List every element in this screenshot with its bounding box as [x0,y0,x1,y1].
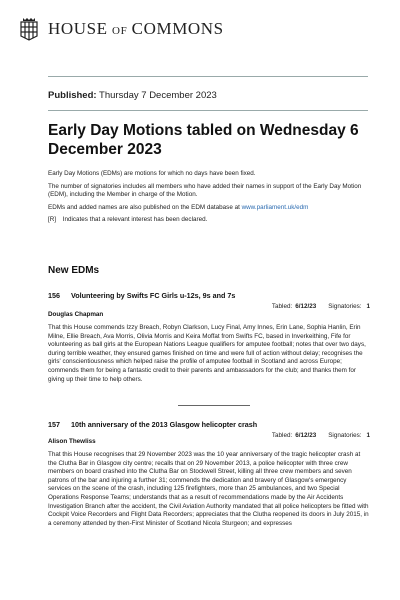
signatories-label: Signatories: [328,432,362,439]
page-title: Early Day Motions tabled on Wednesday 6 December 2023 [48,122,359,158]
signatories-label: Signatories: [328,303,362,310]
edm-heading [48,420,370,429]
tabled-label: Tabled: [271,432,293,439]
org-name [48,19,224,39]
intro-p4 [48,216,370,225]
edm-database-link[interactable]: www.parliament.uk/edm [241,203,309,211]
edm-divider [178,405,250,406]
published-line [48,90,217,101]
page-header [18,16,224,42]
published-label: Published: [48,90,97,101]
edm-text: That this House commends Izzy Breach, Robyn Clarkson, Lucy Final, Amy Innes, Erin Lane, Sophia Hanlin, Erin Milne, Ellie Breach, Ava Morris, Olivia Morris and Keira Moffat from Swifts FC, based in Inverkeithing, Fife for volunteering as ball girls at the European Nations League qualifiers for amputee football; notes that over two days, during terrible weather, they ensured games finished on time and were full of action without delay; recognises the girls' conscientiousness which helped raise the profile of amputee football in Scotland and across Europe; commends them for being a fantastic credit to their parents and ambassadors for the club; and thanks them for giving up their time to help others. [48,324,366,383]
edm-item [48,291,370,384]
edm-sponsor: Douglas Chapman [48,311,104,318]
intro-p3-text: EDMs and added names are also published on the EDM database at [48,203,240,211]
edm-meta [48,303,370,310]
tabled-date: 6/12/23 [295,303,317,310]
portcullis-icon [18,16,40,42]
published-date: Thursday 7 December 2023 [99,90,217,101]
edm-heading [48,291,370,300]
signatories-count: 1 [366,303,370,310]
intro-p2: The number of signatories includes all members who have added their names in support of the Early Day Motion (EDM), including the Member in charge of the Motion. [48,182,362,199]
edm-title: Volunteering by Swifts FC Girls u-12s, 9s and 7s [71,291,236,300]
signatories-count: 1 [366,432,370,439]
edm-number: 156 [48,291,60,300]
edm-text: That this House recognises that 29 November 2023 was the 10 year anniversary of the tragic helicopter crash at the Clutha Bar in Glasgow city centre; recalls that on 29 November 2013, a police helicopter with three crew members on board crashed into the Clutha Bar on Stockwell Street, killing all three crew members and seven patrons of the bar and injuring a further 31; commends the dedication and bravery of Glasgow's emergency services on the scene of the crash, including 125 firefighters, more than 25 ambulances, and two Special Operations Response Teams; understands that as a result of recommendations made by the Air Accidents Investigation Branch after the accident, the Civil Aviation Authority mandated that all police helicopters be fitted with Cockpit Voice Recorders and Flight Data Recorders; appreciates that the Clutha reopened its doors in July 2015, in a ceremony attended by then-First Minister of Scotland Nicola Sturgeon; and expresses [48,451,369,527]
tabled-label: Tabled: [271,303,293,310]
edm-title: 10th anniversary of the 2013 Glasgow helicopter crash [71,420,258,429]
intro-text [48,170,370,229]
edm-item [48,420,370,528]
edm-number: 157 [48,420,60,429]
intro-p3 [48,204,370,213]
published-rule [48,110,368,111]
org-name-of: OF [112,25,128,37]
relevant-interest-code: [R] [48,216,57,224]
org-name-commons: COMMONS [131,19,224,38]
intro-p4-text: Indicates that a relevant interest has been declared. [62,216,208,224]
section-title: New EDMs [48,265,100,276]
header-rule [48,76,368,77]
tabled-date: 6/12/23 [295,432,317,439]
edm-sponsor: Alison Thewliss [48,438,96,445]
org-name-house: HOUSE [48,19,108,38]
intro-p1: Early Day Motions (EDMs) are motions for which no days have been fixed. [48,170,256,177]
